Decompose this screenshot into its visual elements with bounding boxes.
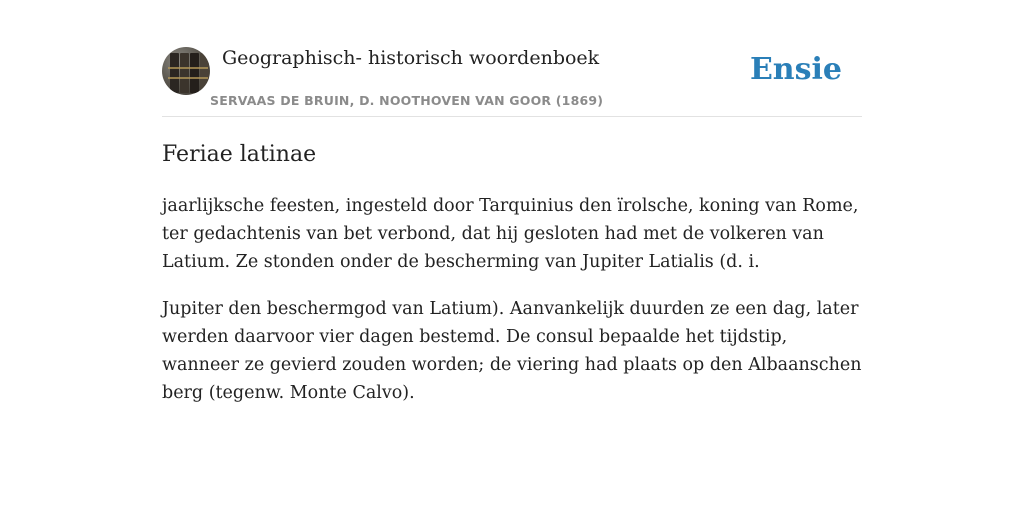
entry-title: Feriae latinae [162, 142, 317, 167]
book-band-graphic [168, 67, 208, 69]
entry-paragraph: jaarlijksche feesten, ingesteld door Tarquinius den ïrolsche, koning van Rome, ter gedachtenis van bet verbond, dat hij gesloten had met de volkeren van Latium. Ze stonden onder de bescherming van Jupiter Latialis (d. i. [162, 196, 859, 272]
ensie-logo-link[interactable]: Ensie [749, 52, 842, 87]
entry-body [162, 192, 862, 426]
book-spine-graphic [200, 53, 209, 93]
book-title-link[interactable]: Geographisch- historisch woordenboek [222, 47, 600, 69]
page [162, 0, 862, 512]
book-spine-graphic [190, 53, 199, 93]
book-spine-graphic [170, 53, 179, 93]
book-header [162, 46, 862, 117]
book-cover-image[interactable] [162, 47, 210, 95]
entry-paragraph: Jupiter den beschermgod van Latium). Aanvankelijk duurden ze een dag, later werden daarvoor vier dagen bestemd. De consul bepaalde het tijdstip, wanneer ze gevierd zouden worden; de viering had plaats op den Albaanschen berg (tegenw. Monte Calvo). [162, 299, 862, 403]
book-band-graphic [168, 77, 208, 79]
book-author: SERVAAS DE BRUIN, D. NOOTHOVEN VAN GOOR (1869) [210, 93, 604, 108]
book-spine-graphic [180, 53, 189, 93]
